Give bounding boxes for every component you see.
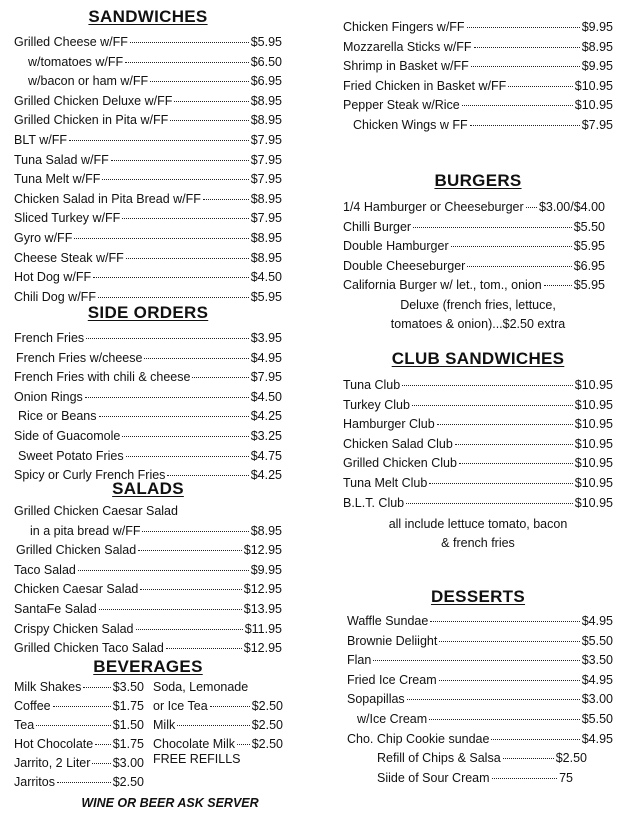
item-name: Sweet Potato Fries xyxy=(18,448,124,463)
item-name: Spicy or Curly French Fries xyxy=(14,468,166,483)
item-name: Waffle Sundae xyxy=(347,614,429,628)
beverages-section xyxy=(14,656,282,678)
menu-item xyxy=(343,730,613,750)
item-name: Tuna Club xyxy=(343,378,401,392)
item-price: $10.95 xyxy=(574,495,613,510)
item-price: $6.95 xyxy=(250,74,282,89)
item-price: $12.95 xyxy=(243,582,282,597)
item-price: $2.50 xyxy=(251,699,283,713)
item-name: w/Ice Cream xyxy=(357,711,428,726)
menu-item xyxy=(14,329,282,349)
item-price: $8.95 xyxy=(250,250,282,265)
item-price: $8.95 xyxy=(250,191,282,206)
item-price: $10.95 xyxy=(574,378,613,392)
item-name: Pepper Steak w/Rice xyxy=(343,98,460,113)
salad-first-line: Grilled Chicken Caesar Salad xyxy=(14,504,178,518)
menu-item xyxy=(14,407,282,427)
item-name: w/bacon or ham w/FF xyxy=(28,74,149,89)
item-name: Grilled Chicken in Pita w/FF xyxy=(14,113,169,128)
item-price: $2.50 xyxy=(251,718,283,732)
leader-dots xyxy=(407,699,580,700)
item-name: w/tomatoes w/FF xyxy=(28,54,124,69)
item-name: Double Cheeseburger xyxy=(343,258,466,273)
item-name: Flan xyxy=(347,653,372,668)
menu-item xyxy=(14,190,282,210)
leader-dots xyxy=(526,207,537,208)
beverages-right-list xyxy=(153,678,283,754)
item-price: $3.50 xyxy=(581,653,613,668)
menu-item xyxy=(343,276,613,296)
sandwiches-section xyxy=(14,6,282,307)
menu-item xyxy=(14,92,282,112)
item-name: Crispy Chicken Salad xyxy=(14,621,134,636)
leader-dots xyxy=(53,706,111,707)
menu-item xyxy=(343,435,613,455)
leader-dots xyxy=(166,648,242,649)
leader-dots xyxy=(373,660,579,661)
menu-item xyxy=(343,116,613,136)
leader-dots xyxy=(177,725,250,726)
leader-dots xyxy=(429,483,572,484)
burgers-deluxe-note-1: Deluxe (french fries, lettuce, xyxy=(400,297,556,312)
leader-dots xyxy=(92,763,110,764)
leader-dots xyxy=(78,570,249,571)
menu-item xyxy=(14,541,282,561)
menu-item xyxy=(14,209,282,229)
leader-dots xyxy=(142,531,248,532)
desserts-list xyxy=(343,612,613,749)
item-price: $5.50 xyxy=(581,711,613,726)
menu-item xyxy=(14,620,282,640)
item-price: $11.95 xyxy=(244,621,282,636)
menu-item xyxy=(343,474,613,494)
item-price: $2.50 xyxy=(112,775,144,789)
item-price: $13.95 xyxy=(243,601,282,616)
item-name: in a pita bread w/FF xyxy=(30,523,141,538)
leader-dots xyxy=(203,199,249,200)
leader-dots xyxy=(126,258,249,259)
item-name: Fried Chicken in Basket w/FF xyxy=(343,78,507,93)
leader-dots xyxy=(130,42,249,43)
item-price: $7.95 xyxy=(250,211,282,226)
leader-dots xyxy=(125,62,249,63)
leader-dots xyxy=(150,81,249,82)
leader-dots xyxy=(467,27,580,28)
item-price: $4.95 xyxy=(581,614,613,628)
item-price: $1.75 xyxy=(112,737,144,751)
item-name: Milk xyxy=(153,718,176,732)
leader-dots xyxy=(102,179,248,180)
item-name: Chicken Wings w FF xyxy=(353,117,468,132)
menu-item xyxy=(343,237,613,257)
item-name: Grilled Chicken Club xyxy=(343,456,457,471)
item-name: Tuna Salad w/FF xyxy=(14,152,109,167)
item-price: $8.95 xyxy=(250,113,282,128)
club-sandwiches-section xyxy=(343,348,613,553)
beverage-item xyxy=(153,697,283,716)
item-name: Milk Shakes xyxy=(14,680,82,694)
item-price: $4.50 xyxy=(250,389,282,404)
item-price: $12.95 xyxy=(243,543,282,558)
beverage-item xyxy=(14,678,144,697)
item-price: $8.95 xyxy=(581,39,613,54)
item-price: $10.95 xyxy=(574,436,613,451)
leader-dots xyxy=(429,719,580,720)
desserts-extra-chips: Refill of Chips & Salsa $2.50 xyxy=(377,751,587,766)
item-price: $3.00 xyxy=(112,756,144,770)
leader-dots xyxy=(470,125,580,126)
menu-item xyxy=(14,580,282,600)
free-refills-note: FREE REFILLS xyxy=(153,752,241,766)
beverages-left-list xyxy=(14,678,144,792)
item-name: Fried Ice Cream xyxy=(347,672,437,687)
item-price: $4.75 xyxy=(250,448,282,463)
leader-dots xyxy=(170,120,249,121)
item-name: Tea xyxy=(14,718,35,732)
leader-dots xyxy=(439,641,579,642)
menu-item xyxy=(14,447,282,467)
item-price: $10.95 xyxy=(574,475,613,490)
item-name: Rice or Beans xyxy=(18,409,97,424)
item-price: $4.95 xyxy=(581,672,613,687)
leader-dots xyxy=(437,424,573,425)
menu-item xyxy=(14,561,282,581)
menu-item xyxy=(343,612,613,632)
leader-dots xyxy=(95,744,111,745)
item-name: Tuna Melt w/FF xyxy=(14,172,101,187)
item-name: Shrimp in Basket w/FF xyxy=(343,59,469,74)
menu-item xyxy=(343,257,613,277)
leader-dots xyxy=(402,385,573,386)
item-price: $7.95 xyxy=(250,132,282,147)
leader-dots xyxy=(138,550,242,551)
item-name: Chocolate Milk xyxy=(153,737,235,751)
leader-dots xyxy=(98,297,249,298)
leader-dots xyxy=(99,416,249,417)
item-name: Side of Guacomole xyxy=(14,428,121,443)
menu-item xyxy=(14,72,282,92)
item-price: $3.00 xyxy=(581,692,613,707)
item-price: $9.95 xyxy=(581,59,613,74)
burgers-heading: BURGERS xyxy=(434,171,522,190)
menu-item xyxy=(343,632,613,652)
salads-list xyxy=(14,522,282,659)
sandwiches-list xyxy=(14,33,282,307)
item-name: Double Hamburger xyxy=(343,239,449,254)
item-name: Hot Dog w/FF xyxy=(14,270,92,285)
menu-item xyxy=(343,18,613,38)
item-name: Hamburger Club xyxy=(343,417,435,432)
beverages-heading: BEVERAGES xyxy=(93,657,203,676)
item-name: Gyro w/FF xyxy=(14,230,73,245)
burgers-deluxe-note-2: tomatoes & onion)...$2.50 extra xyxy=(390,316,566,331)
leader-dots xyxy=(83,687,110,688)
salads-heading: SALADS xyxy=(112,479,184,498)
item-price: $7.95 xyxy=(250,172,282,187)
item-price: $3.50 xyxy=(112,680,144,694)
leader-dots xyxy=(412,405,573,406)
leader-dots xyxy=(122,436,248,437)
item-name: Chicken Salad Club xyxy=(343,436,453,451)
item-price: $5.95 xyxy=(250,35,282,49)
item-name: Brownie Deliight xyxy=(347,633,438,648)
item-price: $2.50 xyxy=(251,737,283,751)
menu-item xyxy=(343,57,613,77)
item-name: California Burger w/ let., tom., onion xyxy=(343,278,542,293)
item-name: 1/4 Hamburger or Cheeseburger xyxy=(343,200,524,214)
leader-dots xyxy=(459,463,573,464)
leader-dots xyxy=(467,266,571,267)
item-price: $4.95 xyxy=(581,731,613,746)
item-price: $3.25 xyxy=(250,428,282,443)
leader-dots xyxy=(36,725,111,726)
leader-dots xyxy=(144,358,248,359)
item-price: $10.95 xyxy=(574,417,613,432)
leader-dots xyxy=(462,105,573,106)
menu-item xyxy=(343,671,613,691)
item-name: Chicken Fingers w/FF xyxy=(343,20,465,34)
burgers-list xyxy=(343,198,613,296)
item-name: Cho. Chip Cookie sundae xyxy=(347,731,490,746)
item-name: Hot Chocolate xyxy=(14,737,94,751)
menu-item xyxy=(343,454,613,474)
salads-section xyxy=(14,478,282,659)
item-name: Chili Dog w/FF xyxy=(14,289,96,304)
item-price: $6.50 xyxy=(250,54,282,69)
item-price: $4.95 xyxy=(250,350,282,365)
side-orders-section xyxy=(14,302,282,486)
club-sandwiches-heading: CLUB SANDWICHES xyxy=(391,349,565,368)
item-price: $5.50 xyxy=(573,219,605,234)
leader-dots xyxy=(471,66,580,67)
leader-dots xyxy=(74,238,248,239)
item-name: Tuna Melt Club xyxy=(343,475,428,490)
club-note-2: & french fries xyxy=(441,536,515,551)
leader-dots xyxy=(86,338,249,339)
item-price: $10.95 xyxy=(574,98,613,113)
item-name: Cheese Steak w/FF xyxy=(14,250,124,265)
desserts-extra-sour-cream: Siide of Sour Cream 75 xyxy=(377,770,573,785)
item-name: B.L.T. Club xyxy=(343,495,405,510)
burgers-section xyxy=(343,170,613,334)
beverage-item xyxy=(14,716,144,735)
club-note-1: all include lettuce tomato, bacon xyxy=(388,517,568,532)
item-price: $8.95 xyxy=(250,523,282,538)
item-price: $1.75 xyxy=(112,699,144,713)
item-name: Onion Rings xyxy=(14,389,83,404)
item-name: Grilled Chicken Deluxe w/FF xyxy=(14,93,173,108)
item-name: or Ice Tea xyxy=(153,699,208,713)
menu-item xyxy=(343,690,613,710)
item-price: $8.95 xyxy=(250,93,282,108)
club-sandwiches-list xyxy=(343,376,613,513)
menu-item xyxy=(14,268,282,288)
menu-item xyxy=(14,522,282,542)
menu-item xyxy=(14,111,282,131)
item-name: Mozzarella Sticks w/FF xyxy=(343,39,472,54)
leader-dots xyxy=(455,444,573,445)
beverage-item xyxy=(153,716,283,735)
item-price: $5.95 xyxy=(573,239,605,254)
leader-dots xyxy=(136,629,243,630)
side-orders-heading: SIDE ORDERS xyxy=(87,303,209,322)
leader-dots xyxy=(93,277,249,278)
item-name: Jarritos xyxy=(14,775,55,789)
item-price: $5.95 xyxy=(250,289,282,304)
leader-dots xyxy=(192,377,248,378)
leader-dots xyxy=(140,589,241,590)
menu-item xyxy=(14,229,282,249)
item-price: $4.25 xyxy=(250,468,282,483)
leader-dots xyxy=(99,609,242,610)
leader-dots xyxy=(167,475,248,476)
menu-item xyxy=(343,218,613,238)
leader-dots xyxy=(413,227,572,228)
menu-item xyxy=(343,376,613,396)
menu-item xyxy=(14,388,282,408)
item-price: $10.95 xyxy=(574,397,613,412)
leader-dots xyxy=(491,739,579,740)
leader-dots xyxy=(430,621,579,622)
beverage-item xyxy=(14,754,144,773)
item-name: French Fries w/cheese xyxy=(16,350,143,365)
menu-item xyxy=(343,77,613,97)
menu-item xyxy=(14,170,282,190)
leader-dots xyxy=(122,218,248,219)
menu-item xyxy=(343,494,613,514)
menu-item xyxy=(14,349,282,369)
item-price: $4.50 xyxy=(250,270,282,285)
item-price: $4.25 xyxy=(250,409,282,424)
leader-dots xyxy=(474,47,580,48)
item-price: $7.95 xyxy=(581,117,613,132)
sandwiches-heading: SANDWICHES xyxy=(88,7,208,26)
desserts-section xyxy=(343,586,613,788)
item-name: Sliced Turkey w/FF xyxy=(14,211,121,226)
leader-dots xyxy=(210,706,250,707)
menu-item xyxy=(14,427,282,447)
item-price: $3.00/$4.00 xyxy=(538,200,605,214)
leader-dots xyxy=(406,503,573,504)
item-price: $7.95 xyxy=(250,152,282,167)
menu-item xyxy=(14,249,282,269)
beverage-item xyxy=(14,773,144,792)
leader-dots xyxy=(126,456,249,457)
leader-dots xyxy=(237,744,250,745)
appetizers-section xyxy=(343,18,613,136)
item-name: Chicken Salad in Pita Bread w/FF xyxy=(14,191,201,206)
item-price: $9.95 xyxy=(250,562,282,577)
menu-item xyxy=(14,151,282,171)
item-name: Chilli Burger xyxy=(343,219,412,234)
item-price: $7.95 xyxy=(250,370,282,385)
menu-item xyxy=(14,600,282,620)
item-price: $1.50 xyxy=(112,718,144,732)
menu-item xyxy=(343,96,613,116)
item-price: $6.95 xyxy=(573,258,605,273)
item-name: Jarrito, 2 Liter xyxy=(14,756,91,770)
item-name: Grilled Chicken Salad xyxy=(16,543,137,558)
leader-dots xyxy=(111,160,249,161)
leader-dots xyxy=(451,246,572,247)
leader-dots xyxy=(85,397,249,398)
menu-item xyxy=(14,131,282,151)
leader-dots xyxy=(439,680,580,681)
leader-dots xyxy=(57,782,111,783)
side-orders-list xyxy=(14,329,282,486)
menu-item xyxy=(14,53,282,73)
menu-item xyxy=(343,38,613,58)
beverage-item xyxy=(14,697,144,716)
beverage-item xyxy=(153,678,283,697)
leader-dots xyxy=(544,285,572,286)
wine-beer-note: WINE OR BEER ASK SERVER xyxy=(81,796,259,810)
item-name: Soda, Lemonade xyxy=(153,680,249,694)
leader-dots xyxy=(508,86,573,87)
item-price: $9.95 xyxy=(581,20,613,34)
item-name: Coffee xyxy=(14,699,51,713)
item-price: $5.50 xyxy=(581,633,613,648)
desserts-heading: DESSERTS xyxy=(430,587,526,606)
menu-item xyxy=(343,396,613,416)
item-name: Taco Salad xyxy=(14,562,76,577)
item-name: SantaFe Salad xyxy=(14,601,97,616)
item-price: $12.95 xyxy=(243,641,282,656)
item-name: Grilled Chicken Taco Salad xyxy=(14,641,164,656)
item-price: $10.95 xyxy=(574,78,613,93)
menu-item xyxy=(14,33,282,53)
item-name: French Fries xyxy=(14,331,85,345)
item-name: BLT w/FF xyxy=(14,132,68,147)
item-name: Grilled Cheese w/FF xyxy=(14,35,128,49)
menu-item xyxy=(343,710,613,730)
item-price: $3.95 xyxy=(250,331,282,345)
item-price: $5.95 xyxy=(573,278,605,293)
item-name: Chicken Caesar Salad xyxy=(14,582,139,597)
leader-dots xyxy=(69,140,249,141)
item-name: Sopapillas xyxy=(347,692,405,707)
menu-item xyxy=(343,198,613,218)
item-name: Turkey Club xyxy=(343,397,410,412)
leader-dots xyxy=(174,101,248,102)
item-price: $8.95 xyxy=(250,230,282,245)
beverage-item xyxy=(14,735,144,754)
menu-item xyxy=(14,368,282,388)
item-name: French Fries with chili & cheese xyxy=(14,370,191,385)
menu-item xyxy=(343,651,613,671)
menu-item xyxy=(343,415,613,435)
appetizers-list xyxy=(343,18,613,136)
item-price: $10.95 xyxy=(574,456,613,471)
